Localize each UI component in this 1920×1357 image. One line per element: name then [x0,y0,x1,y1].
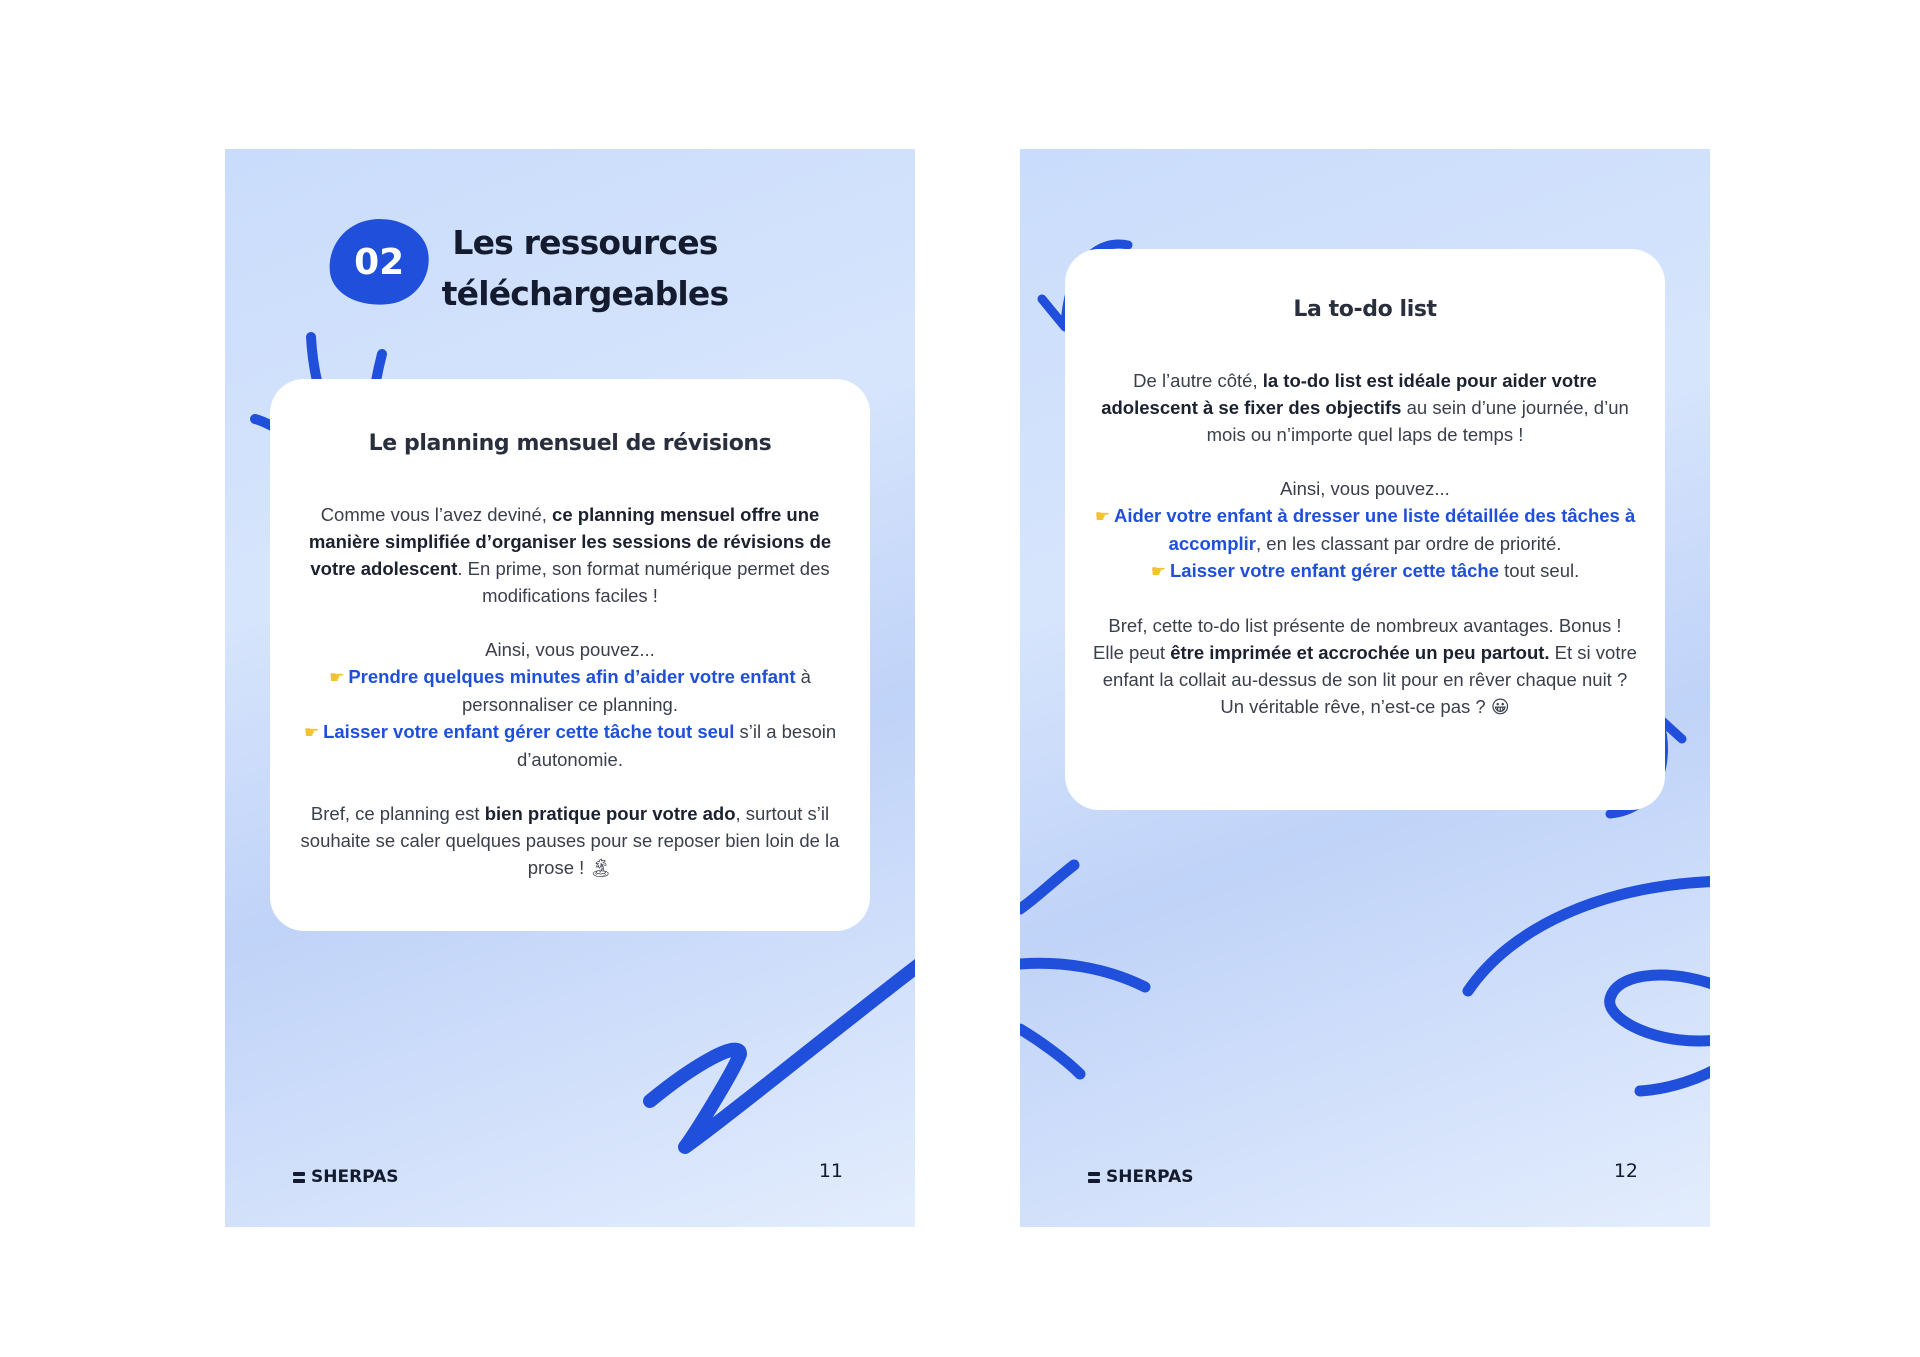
card-body [298,501,842,882]
zigzag-stroke [650,964,915,1147]
tip-highlight: Aider votre enfant à dresser une liste détaillée des tâches à accomplir [1113,505,1636,554]
todo-card [1065,249,1665,810]
tip-text: s’il a besoin d’autonomie. [517,721,837,770]
brand-logo [1088,1167,1193,1187]
chapter-title: Les ressources téléchargeables [441,223,729,313]
pointing-hand-icon: ☛ [329,668,345,687]
brand-logo [293,1167,398,1187]
tip-highlight: Prendre quelques minutes afin d’aider votre enfant [348,666,796,687]
pointing-hand-icon: ☛ [303,723,320,742]
page-number: 11 [818,1160,843,1182]
pointing-hand-icon: ☛ [1150,562,1166,581]
pointing-hand-icon: ☛ [1094,507,1110,526]
chapter-number: 02 [353,241,405,283]
tip-highlight: Laisser votre enfant gérer cette tâche tout seul [323,721,735,742]
planning-card [270,379,870,931]
tip-text: tout seul. [1499,560,1580,581]
text: . En prime, son format numérique permet des modifications faciles ! [457,558,830,606]
tip-highlight: Laisser votre enfant gérer cette tâche [1170,560,1500,581]
beach-icon: 🏝 [589,858,613,878]
text: Bref, cette to-do list présente de nombreux avantages. Bonus ! Elle peut [1093,615,1622,663]
intro-paragraph [1093,367,1637,448]
sherpas-logo-icon [293,1172,305,1183]
page-number: 12 [1613,1160,1638,1182]
grinning-face-icon: 😀 [1490,697,1510,717]
tip-text: , en les classant par ordre de priorité. [1256,533,1562,554]
brand-name: SHERPAS [1106,1167,1194,1187]
burst-stroke-1 [1020,865,1074,909]
summary-paragraph [298,800,842,882]
text: Comme vous l’avez deviné, [320,504,553,525]
burst-stroke-2 [1020,963,1145,987]
intro-paragraph [298,501,842,609]
card-body [1093,367,1637,721]
text: , surtout s’il souhaite se caler quelques pauses pour se reposer bien loin de la prose ! [300,803,840,878]
page-12 [1020,149,1710,1227]
tips-paragraph [298,636,842,773]
bold-text: la to-do list est idéale pour aider votre adolescent à se fixer des objectifs [1101,370,1597,418]
page-11 [225,149,915,1227]
burst-stroke-3 [1020,1029,1080,1074]
tip-text: à personnaliser ce planning. [462,666,811,715]
card-title: La to-do list [1293,297,1437,322]
tips-intro: Ainsi, vous pouvez... [485,639,655,660]
tips-intro: Ainsi, vous pouvez... [1280,478,1450,499]
summary-paragraph [1093,612,1637,721]
card-title: Le planning mensuel de révisions [368,431,772,456]
bold-text: ce planning mensuel offre une manière simplifiée d’organiser les sessions de révisions de votre adolescent [308,504,832,579]
bold-text: être imprimée et accrochée un peu partout. [1170,642,1550,663]
text: Et si votre enfant la collait au-dessus de son lit pour en rêver chaque nuit ? Un véritable rêve, n’est-ce pas ? [1102,642,1637,717]
swirl-stroke-1 [1468,881,1710,991]
swirl-stroke-2 [1610,975,1710,1041]
text: De l’autre côté, [1133,370,1263,391]
text: Bref, ce planning est [310,803,485,824]
brand-name: SHERPAS [311,1167,399,1187]
tips-paragraph [1093,475,1637,585]
text: au sein d’une journée, d’un mois ou n’importe quel laps de temps ! [1206,397,1629,445]
bold-text: bien pratique pour votre ado [484,803,736,824]
sherpas-logo-icon [1088,1172,1100,1183]
swirl-stroke-3 [1640,1064,1710,1091]
